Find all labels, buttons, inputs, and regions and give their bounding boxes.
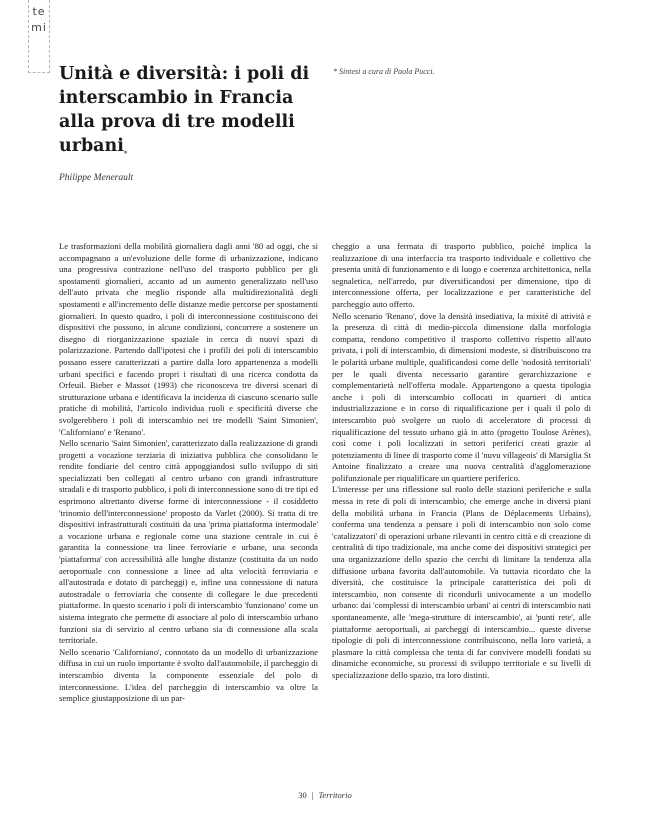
text-column-right	[332, 241, 591, 682]
paragraph: Nello scenario 'Saint Simonien', caratterizzato dalla realizzazione di grandi progetti a vocazione terziaria di iniziativa pubblica che consolidano le rendite fondiarie del centro città appoggiandosi sullo sviluppo di siti specializzati ben collegati al centro urbano con grandi infrastrutture stradali e di trasporto pubblico, i poli di interconnessione sono di tre tipi ed esprimono altrettanto diverse forme di interconnessione - il cosiddetto 'trinomio dell'interconnessione' proposto da Varlet (2000). Si tratta di tre dispositivi infrastrutturali costituiti da una 'prima piattaforma intermodale' a vocazione urbana e regionale come una stazione centrale in cui è garantita la connessione tra linee ferroviarie e urbane, una seconda 'piattaforma' con accessibilità alle lunghe distanze (costituita da un nodo aeroportuale con connessione a linee ad alta velocità ferroviaria e all'autostrada e dotato di parcheggi) e, infine una connessione di natura autostradale o ferroviaria che consente di collegare le due precedenti piattaforme. In questo scenario i poli di interscambio 'funzionano' come un sistema integrato che permette di associare al polo di interscambio urbano funzioni sia di servizio al centro urbano sia di connessione alla scala territoriale.	[59, 438, 318, 646]
text-column-left	[59, 241, 318, 705]
section-tag	[28, 0, 50, 73]
author-name: Philippe Menerault	[59, 173, 134, 183]
article-title	[59, 62, 329, 158]
magazine-name: Territorio	[318, 790, 352, 800]
title-footnote-mark: *	[123, 150, 128, 158]
paragraph: Le trasformazioni della mobilità giornaliera dagli anni '80 ad oggi, che si accompagnano a un'evoluzione delle forme di urbanizzazione, indicano una progressiva contrazione nell'uso del trasporto pubblico per gli spostamenti giornalieri, accanto ad un aumento generalizzato nell'uso dell'auto privata che meglio risponde alla multidirezionalità degli spostamenti e all'incremento delle distanze medie percorse per spostamenti giornalieri. In questo quadro, i poli di interconnessione costituiscono dei dispositivi che possono, in alcune condizioni, concorrere a sostenere un disegno di riorganizzazione spaziale in cerca di nuovi spazi di polarizzazione. Partendo dall'ipotesi che i profili dei poli di interscambio possano essere caratterizzati a partire dalla loro appartenenza a modelli urbani specifici e facendo propri i risultati di una ricerca condotta da Orfeuil. Bieber e Massot (1993) che riconosceva tre diversi scenari di strutturazione urbana e identificava la incidenza di ciascuno scenario sulle pratiche di mobilità, l'articolo individua ruoli e specificità diverse che svolgerebbero i poli di interscambio nei tre modelli 'Saint Simonien', 'Californiano' e 'Renano'.	[59, 241, 318, 437]
paragraph: L'interesse per una riflessione sul ruolo delle stazioni periferiche e sulla messa in rete di poli di interscambio, che emerge anche in diversi piani della mobilità urbana in Francia (Plans de Déplacements Urbains), conferma una tendenza a pensare i poli di interscambio non solo come 'catalizzatori' di operazioni urbane rilevanti in centro città e di creazione di centralità di tipo tradizionale, ma anche come dei dispositivi strategici per una organizzazione dello spazio che cerchi di limitare la tendenza alla diffusione urbana favorita dall'automobile. Va tuttavia ricordato che la diversità, che costituisce la principale caratteristica dei poli di interscambio, non consente di ricondurli univocamente a un modello urbano: dai 'complessi di interscambio urbani' ai centri di interscambio nati spontaneamente, alle 'mega-strutture di interscambio', ai 'punti rete', alle piattaforme aeroportuali, ai parcheggi di interscambio... queste diverse tipologie di poli di interconnessione contribuiscono, nella loro varietà, a plasmare la città complessa che tenta di far convivere modelli fondati su dinamiche economiche, su processi di sviluppo territoriale e su livelli di specializzazione dello spazio, tra loro distinti.	[332, 484, 591, 680]
paragraph: cheggio a una fermata di trasporto pubblico, poiché implica la realizzazione di una interfaccia tra trasporto individuale e collettivo che presenta unità di funzionamento e di luogo e coerenza architettonica, nella segnaletica, nell'arredo, pur diversificandosi per dimensione, tipo di interconnessione offerta, per localizzazione e per caratteristiche del parcheggio auto offerto.	[332, 241, 591, 309]
page-number: 30	[298, 790, 307, 800]
section-tag-label: temi	[31, 5, 47, 34]
footnote: * Sintesi a cura di Paola Pucci.	[333, 67, 435, 76]
page-footer	[0, 790, 650, 800]
footer-separator: |	[311, 790, 314, 800]
article-title-text: Unità e diversità: i poli di interscambio in Francia alla prova di tre modelli urbani	[59, 64, 310, 156]
paragraph: Nello scenario 'Renano', dove la densità insediativa, la mixité di attività e la presenza di città di medio-piccola dimensione dalla morfologia compatta, rendono competitivo il trasporto collettivo rispetto all'auto privata, i poli di interscambio, di dimensioni modeste, si distribuiscono tra le polarità urbane multiple, qualificandosi come delle 'nodosità territoriali' per le quali diventa necessario garantire gerarchizzazione e complementarietà nell'offerta modale. Appartengono a questa tipologia anche i poli di interscambio collocati in quartieri di antica industrializzazione e in corso di riqualificazione per i quali il polo di interscambio può svolgere un ruolo di acceleratore di processi di riqualificazione del tessuto urbano già in atto (progetto Toulose Arènes), così come i poli localizzati in settori periferici creati grazie al potenziamento di linee di trasporto come il 'nuvu villageois' di Marsiglia St Antoine finalizzato a creare una nuova centralità d'agglomerazione polifunzionale per riqualificare un quartiere periferico.	[332, 310, 591, 483]
paragraph: Nello scenario 'Californiano', connotato da un modello di urbanizzazione diffusa in cui un ruolo importante è svolto dall'automobile, il parcheggio di interscambio diventa la componente essenziale del polo di interconnessione. L'idea del parcheggio di interscambio va oltre la semplice giustapposizione di un par-	[59, 646, 318, 704]
